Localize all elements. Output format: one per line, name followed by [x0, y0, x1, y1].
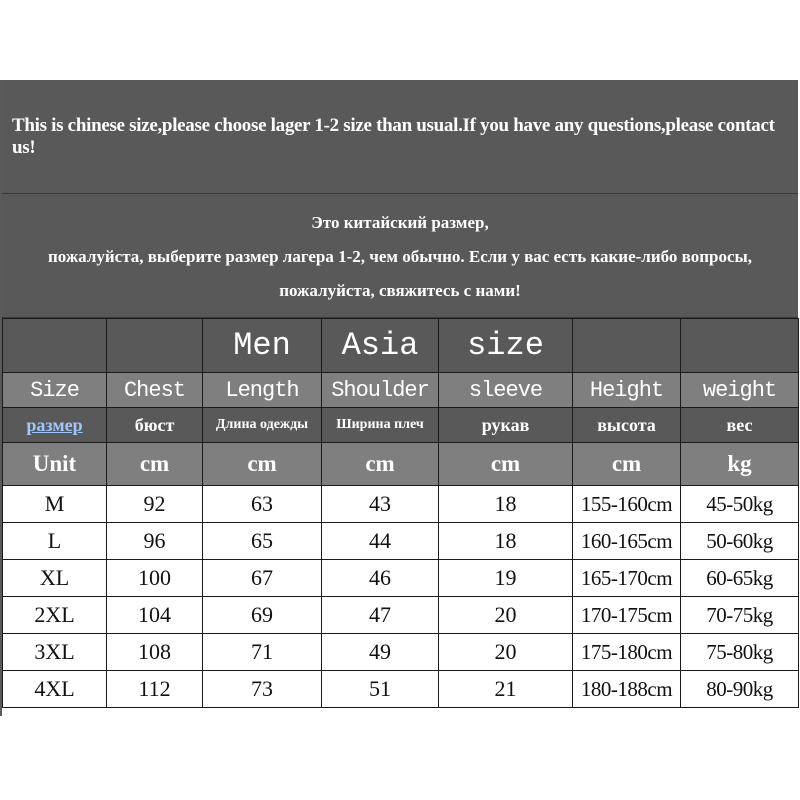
cell-height: 160-165cm — [573, 523, 681, 560]
size-table — [2, 318, 799, 708]
cell-length: 73 — [203, 671, 322, 708]
title-word-size: size — [439, 319, 573, 373]
cell-shoulder: 47 — [322, 597, 439, 634]
cell-height: 180-188cm — [573, 671, 681, 708]
unit-weight: kg — [681, 443, 799, 486]
header-ru-length: Длина одежды — [203, 408, 322, 443]
header-ru-sleeve: рукав — [439, 408, 573, 443]
cell-length: 65 — [203, 523, 322, 560]
cell-weight: 60-65kg — [681, 560, 799, 597]
cell-size: 2XL — [3, 597, 107, 634]
cell-shoulder: 51 — [322, 671, 439, 708]
cell-sleeve: 21 — [439, 671, 573, 708]
cell-height: 165-170cm — [573, 560, 681, 597]
cell-size: L — [3, 523, 107, 560]
title-word-men: Men — [203, 319, 322, 373]
header-sleeve: sleeve — [439, 373, 573, 408]
header-ru-shoulder: Ширина плеч — [322, 408, 439, 443]
russian-notice-line: Это китайский размер, — [311, 213, 489, 232]
cell-height: 175-180cm — [573, 634, 681, 671]
cell-weight: 75-80kg — [681, 634, 799, 671]
cell-weight: 50-60kg — [681, 523, 799, 560]
unit-sleeve: cm — [439, 443, 573, 486]
cell-chest: 96 — [107, 523, 203, 560]
cell-size: XL — [3, 560, 107, 597]
cell-chest: 104 — [107, 597, 203, 634]
table-row — [3, 634, 799, 671]
cell-length: 67 — [203, 560, 322, 597]
cell-length: 63 — [203, 486, 322, 523]
cell-chest: 108 — [107, 634, 203, 671]
table-row — [3, 560, 799, 597]
header-ru-size: размер — [3, 408, 107, 443]
header-length: Length — [203, 373, 322, 408]
unit-label: Unit — [3, 443, 107, 486]
table-row — [3, 671, 799, 708]
title-cell-empty — [573, 319, 681, 373]
cell-weight: 45-50kg — [681, 486, 799, 523]
cell-height: 155-160cm — [573, 486, 681, 523]
header-size: Size — [3, 373, 107, 408]
header-row-ru — [3, 408, 799, 443]
unit-chest: cm — [107, 443, 203, 486]
cell-shoulder: 46 — [322, 560, 439, 597]
cell-sleeve: 18 — [439, 523, 573, 560]
english-notice-text: This is chinese size,please choose lager 1-2 size than usual.If you have any questions,please contact us! — [12, 114, 775, 158]
cell-weight: 80-90kg — [681, 671, 799, 708]
cell-weight: 70-75kg — [681, 597, 799, 634]
title-cell-empty — [681, 319, 799, 373]
russian-notice-line: пожалуйста, выберите размер лагера 1-2, чем обычно. Если у вас есть какие-либо вопросы, — [47, 247, 753, 266]
table-row — [3, 597, 799, 634]
unit-shoulder: cm — [322, 443, 439, 486]
header-ru-height: высота — [573, 408, 681, 443]
cell-sleeve: 20 — [439, 634, 573, 671]
header-ru-chest: бюст — [107, 408, 203, 443]
russian-notice-line: пожалуйста, свяжитесь с нами! — [279, 281, 521, 300]
header-chest: Chest — [107, 373, 203, 408]
cell-length: 69 — [203, 597, 322, 634]
cell-length: 71 — [203, 634, 322, 671]
cell-chest: 100 — [107, 560, 203, 597]
header-ru-weight: вес — [681, 408, 799, 443]
unit-length: cm — [203, 443, 322, 486]
cell-sleeve: 19 — [439, 560, 573, 597]
cell-size: M — [3, 486, 107, 523]
header-shoulder: Shoulder — [322, 373, 439, 408]
header-height: Height — [573, 373, 681, 408]
table-title-row — [3, 319, 799, 373]
table-row — [3, 486, 799, 523]
cell-chest: 92 — [107, 486, 203, 523]
header-row-en — [3, 373, 799, 408]
cell-size: 3XL — [3, 634, 107, 671]
cell-sleeve: 18 — [439, 486, 573, 523]
cell-sleeve: 20 — [439, 597, 573, 634]
cell-height: 170-175cm — [573, 597, 681, 634]
russian-notice — [2, 194, 798, 318]
header-weight: weight — [681, 373, 799, 408]
cell-shoulder: 43 — [322, 486, 439, 523]
cell-chest: 112 — [107, 671, 203, 708]
unit-row — [3, 443, 799, 486]
cell-size: 4XL — [3, 671, 107, 708]
cell-shoulder: 44 — [322, 523, 439, 560]
english-notice — [2, 80, 798, 194]
size-chart-sheet — [2, 80, 798, 708]
unit-height: cm — [573, 443, 681, 486]
title-word-asia: Asia — [322, 319, 439, 373]
table-row — [3, 523, 799, 560]
cell-shoulder: 49 — [322, 634, 439, 671]
title-cell-empty — [3, 319, 107, 373]
title-cell-empty — [107, 319, 203, 373]
